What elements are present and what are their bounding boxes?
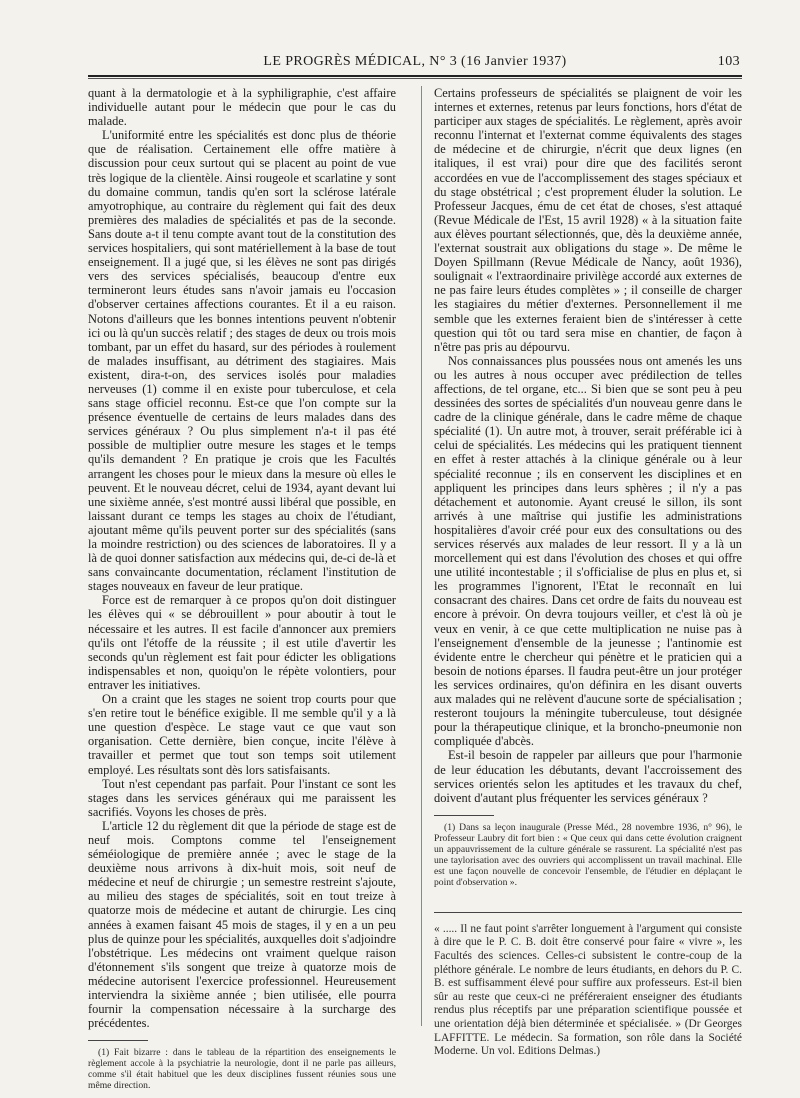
- paragraph: Certains professeurs de spécialités se plaignent de voir les internes et externes, retenus par leurs fonctions, hors d'état de participer aux stages de spécialités. Le règlement, après avoir reconnu l'internat et l'externat comme équivalents des stages de médecine et de chirurgie, n'écrit que deux lignes (en italiques, il est vrai) pour dire que des facilités seront accordées en vue de l'accomplissement des stages spéciaux et du stage obstétrical ; c'est proprement éluder la solution. Le Professeur Jacques, ému de cet état de choses, s'est attaqué (Revue Médicale de l'Est, 15 avril 1928) « à la situation faite aux élèves pourtant sélectionnés, que, dès la deuxième année, l'externat soustrait aux obligations du stage ». De même le Doyen Spillmann (Revue Médicale de Nancy, août 1936), soulignait « l'extraordinaire privilège accordé aux externes de ne pas faire leurs études complètes » ; il conseille de charger les stagiaires du métier d'externes. Personnellement il me semble que les externes feraient bien de s'intéresser à cette question qui tôt ou tard sera mise en chantier, de façon à n'être pas pris au dépourvu.: [434, 86, 742, 354]
- paragraph: quant à la dermatologie et à la syphiligraphie, c'est affaire individuelle autant pour le médecin que pour le cas du malade.: [88, 86, 396, 129]
- footnote: (1) Dans sa leçon inaugurale (Presse Méd., 28 novembre 1936, n° 96), le Professeur Laubry dit fort bien : « Que ceux qui dans cette évolution craignent un appauvrissement de la culture générale se rassurent. La spécialité n'est pas une taylorisation avec des ouvriers qui accomplissent un travail machinal. Elle est une façon nouvelle de concevoir l'ensemble, de l'étudier en déplaçant le point d'observation ».: [434, 821, 742, 888]
- running-header: [90, 52, 740, 76]
- right-column: [434, 86, 742, 1059]
- column-divider: [421, 86, 422, 1026]
- footnote: (1) Fait bizarre : dans le tableau de la répartition des enseignements le règlement accole à la psychiatrie la neurologie, dont il ne parle pas ailleurs, comme s'il était habituel que les deux disciplines fussent réunies sous une même direction.: [88, 1047, 396, 1092]
- header-rule-thin: [88, 78, 742, 79]
- paragraph: Force est de remarquer à ce propos qu'on doit distinguer les élèves qui « se débrouillent » pour aboutir à tout le nécessaire et les autres. Il est facile d'annoncer aux premiers qu'ils ont l'étoffe de la réussite ; il est utile d'avertir les seconds qu'un règlement est fait pour édicter les obligations indispensables et non, quoiqu'on le répète volontiers, pour entraver les initiatives.: [88, 593, 396, 692]
- quotation-text: « ..... Il ne faut point s'arrêter longuement à l'argument qui consiste à dire que le P. C. B. doit être conservé pour faire « vivre », les Facultés des sciences. Celles-ci subsistent le contre-coup de la pléthore générale. Le nombre de leurs étudiants, en dehors du P. C. B. est suffisamment élevé pour suffire aux professeurs. Est-il bien sûr au reste que ceux-ci ne préféreraient enseigner des étudiants rendus plus réceptifs par une préparation scientifique poussée et une orientation déjà bien déterminée et spécialisée. » (Dr Georges LAFFITTE. Le médecin. Sa formation, son rôle dans la Société Moderne. Un vol. Editions Delmas.): [434, 922, 742, 1058]
- paragraph: Tout n'est cependant pas parfait. Pour l'instant ce sont les stages dans les services généraux qui me paraissent les sacrifiés. Voyons les choses de près.: [88, 776, 396, 819]
- paragraph: Est-il besoin de rappeler par ailleurs que pour l'harmonie de leur éducation les débutants, devant l'accroissement des services orientés selon les aptitudes et les travaux du chef, doivent d'autant plus fréquenter les services généraux ?: [434, 748, 742, 805]
- page-number: 103: [717, 54, 740, 69]
- paragraph: On a craint que les stages ne soient trop courts pour que s'en retire tout le bénéfice exigible. Il me semble qu'il y a là une question d'espèce. Le stage vaut ce que vaut son organisation. Cette dernière, bien conçue, incite l'élève à travailler et permet que tout son temps soit utilement employé. Les résultats sont dès lors satisfaisants.: [88, 692, 396, 777]
- quotation-box: [434, 912, 742, 1059]
- footnote-rule: [88, 1040, 148, 1041]
- paragraph: L'uniformité entre les spécialités est donc plus de théorie que de réalisation. Certainement elle offre matière à discussion pour ceux surtout qui se placent au point de vue très logique de la clientèle. Ainsi rougeole et scarlatine y sont du domaine commun, tandis qu'en sort la sclérose latérale amyotrophique, au contraire du règlement qui fait des deux premières des maladies de spécialités et pas de la seconde. Sans doute a-t il tenu compte avant tout de la constitution des services hospitaliers, qui sont matériellement à la base de tout enseignement. Il a jugé que, si les élèves ne sont pas dirigés vers des services spécialisés, beaucoup d'entre eux termineront leurs études sans n'avoir jamais eu l'occasion d'observer certaines affections courantes. Et il a eu raison. Notons d'ailleurs que les bonnes intentions peuvent n'obtenir ici ou là qu'un succès relatif ; des stages de deux ou trois mois tombant, par un effet du hasard, sur des périodes à roulement de malades insuffisant, au détriment des stagiaires. Mais existent, dira-t-on, des services isolés pour maladies nerveuses (1) comme il en existe pour tuberculose, et cela sans stage officiel reconnu. Est-ce que l'on compte sur la présence éventuelle de certains de leurs malades dans des services généraux ? Ou plus simplement n'a-t il pas été possible de multiplier outre mesure les stages et le temps qu'ils demandent ? En pratique je crois que les Facultés arrangent les choses pour le mieux dans la mesure où elles le peuvent. Et le nouveau décret, celui de 1934, ayant devant lui une sixième année, s'est montré aussi libéral que possible, en laissant durant ce temps les stages au choix de l'étudiant, ajoutant même qu'ils peuvent porter sur des spécialités (sans la moindre restriction) ou des sciences de laboratoires. Il y a là de quoi donner satisfaction aux médecins qui, de-ci de-là et sans convaincante documentation, réclament l'institution de stages nouveaux en faveur de leur pratique.: [88, 128, 396, 594]
- footnote-rule: [434, 815, 494, 816]
- paragraph: L'article 12 du règlement dit que la période de stage est de neuf mois. Comptons comme tel l'enseignement séméiologique de première année ; avec le stage de la deuxième nous arrivons à dix-huit mois, soit neuf de médecine et neuf de chirurgie ; un semestre restreint s'ajoute, au milieu des stages de spécialités, soit en tout treize à quatorze mois de médecine et autant de chirurgie. Les cinq années à examen faisant 45 mois de stages, il y en a un peu plus de quinze pour les spécialités, auxquelles doit s'adjoindre l'obstétrique. Les médecins ont vraiment quelque raison d'étonnement s'ils songent que treize à quatorze mois de médecine autorisent l'exercice professionnel. Heureusement interviendra la sixième année ; bien utilisée, elle pourra fournir la compensation nécessaire à la surcharge des précédentes.: [88, 818, 396, 1031]
- journal-title: LE PROGRÈS MÉDICAL, N° 3 (16 Janvier 1937): [263, 54, 567, 69]
- paragraph: Nos connaissances plus poussées nous ont amenés les uns ou les autres à nous occuper avec prédilection de telles affections, de tel organe, etc... Si bien que se sont peu à peu dessinées des sortes de spécialités d'un nouveau genre dans le cadre de la clinique générale, dans le cadre même de chaque spécialité (1). Un autre mot, à trouver, serait préférable ici à celui de spécialités. Les médecins qui les pratiquent tiennent en effet à rester attachés à la clinique générale ou à leur spécialité reconnue ; ils en conservent les disciplines et en appliquent les principes dans leurs sphères ; il n'y a pas détachement et autonomie. Ayant creusé le sillon, ils sont arrivés à une maîtrise qui justifie les administrations hospitalières d'avoir créé pour eux des consultations ou des services réservés aux malades de leur ressort. Il y a là un morcellement qui est dans l'évolution des choses et qui offre une utilité incontestable ; il s'officialise de plus en plus et, si les programmes l'ignorent, l'Etat le reconnaît en lui consacrant des chaires. Dans cet ordre de faits du nouveau est encore à prévoir. On devra toujours veiller, et c'est là où je veux en venir, à ce que cette multiplication ne nuise pas à l'enseignement d'ensemble de la jeunesse ; l'antinomie est évidente entre le chercheur qui pénètre et le praticien qui a besoin de notions éparses. Il faudra peut-être un jour protéger les services ordinaires, qu'on définira en les disant ouverts aux malades qui ne relèvent d'aucune sorte de spécialisation ; resteront toujours la méningite tuberculeuse, tout désignée pour la thérapeutique clinique, et la broncho-pneumonie non compliquée d'abcès.: [434, 353, 742, 749]
- left-column: [88, 86, 396, 1091]
- header-rule: [88, 75, 742, 77]
